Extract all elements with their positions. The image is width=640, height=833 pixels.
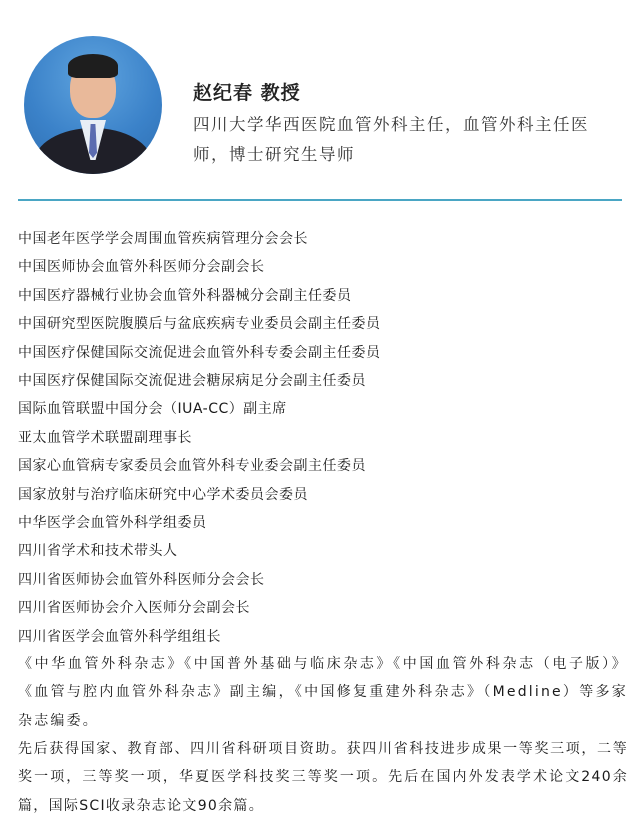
profile-header: [0, 0, 640, 200]
position-item: 国家放射与治疗临床研究中心学术委员会委员: [18, 486, 308, 503]
position-item: 四川省医师协会血管外科医师分会会长: [18, 571, 265, 588]
awards-paragraph: 先后获得国家、教育部、四川省科研项目资助。获四川省科技进步成果一等奖三项，二等奖一项，三等奖一项，华夏医学科技奖三等奖一项。先后在国内外发表学术论文240余篇，国际SCI收录杂志论文90余篇。: [18, 741, 628, 814]
position-item: 亚太血管学术联盟副理事长: [18, 429, 192, 446]
position-item: 四川省医师协会介入医师分会副会长: [18, 600, 250, 617]
position-item: 中国医疗保健国际交流促进会血管外科专委会副主任委员: [18, 344, 381, 361]
avatar: [24, 36, 162, 174]
position-item: 国际血管联盟中国分会（IUA-CC）副主席: [18, 401, 287, 418]
position-item: 中华医学会血管外科学组委员: [18, 515, 207, 532]
divider: [18, 199, 622, 201]
position-item: 国家心血管病专家委员会血管外科专业委会副主任委员: [18, 458, 366, 475]
position-item: 四川省医学会血管外科学组组长: [18, 628, 221, 645]
editorial-paragraph: 《中华血管外科杂志》《中国普外基础与临床杂志》《中国血管外科杂志（电子版）》《血管与腔内血管外科杂志》副主编，《中国修复重建外科杂志》（Medline）等多家杂志编委。: [18, 656, 628, 729]
profile-name: 赵纪春 教授: [193, 82, 301, 104]
position-item: 中国研究型医院腹膜后与盆底疾病专业委员会副主任委员: [18, 316, 381, 333]
position-item: 中国医疗保健国际交流促进会糖尿病足分会副主任委员: [18, 373, 366, 390]
profile-title: 四川大学华西医院血管外科主任，血管外科主任医师，博士研究生导师: [193, 115, 589, 164]
position-item: 中国老年医学学会周围血管疾病管理分会会长: [18, 231, 308, 247]
position-item: 四川省学术和技术带头人: [18, 543, 178, 560]
avatar-hair: [68, 54, 118, 78]
position-item: 中国医师协会血管外科医师分会副会长: [18, 259, 265, 276]
position-item: 中国医疗器械行业协会血管外科器械分会副主任委员: [18, 287, 352, 304]
positions-list: [18, 225, 630, 651]
